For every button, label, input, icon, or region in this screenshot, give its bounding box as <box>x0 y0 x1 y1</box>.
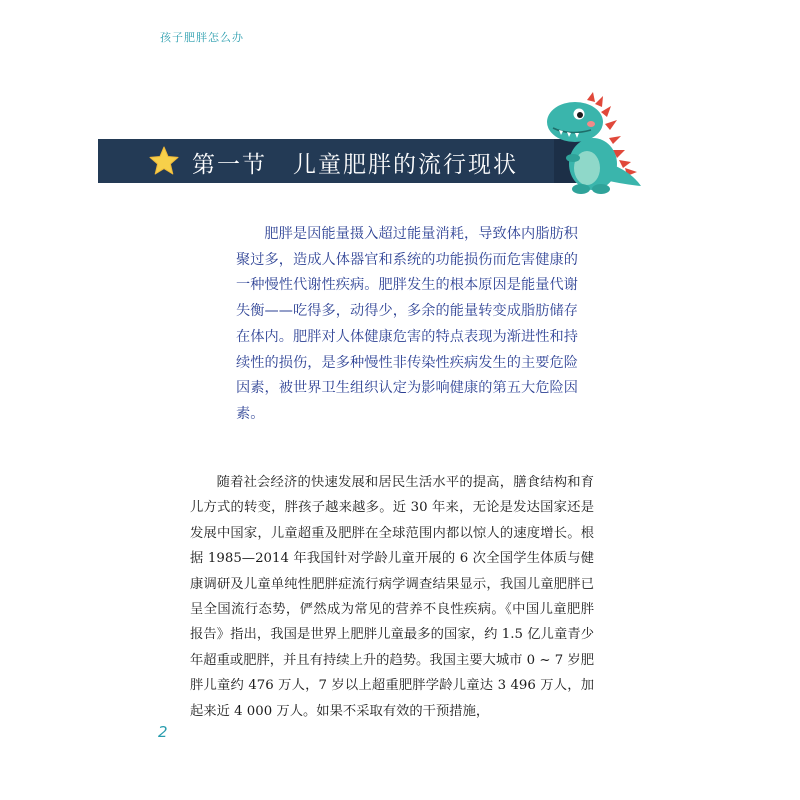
section-title <box>192 146 518 179</box>
body-paragraph: 随着社会经济的快速发展和居民生活水平的提高，膳食结构和育儿方式的转变，胖孩子越来越多。近 30 年来，无论是发达国家还是发展中国家，儿童超重及肥胖在全球范围内都以惊人的速度增长。根据 1985—2014 年我国针对学龄儿童开展的 6 次全国学生体质与健康调研及儿童单纯性肥胖症流行病学调查结果显示，我国儿童肥胖已呈全国流行态势，俨然成为常见的营养不良性疾病。《中国儿童肥胖报告》指出，我国是世界上肥胖儿童最多的国家，约 1.5 亿儿童青少年超重或肥胖，并且有持续上升的趋势。我国主要大城市 0 ~ 7 岁肥胖儿童约 476 万人，7 岁以上超重肥胖学龄儿童达 3 496 万人，加起来近 4 000 万人。如果不采取有效的干预措施， <box>190 475 594 719</box>
page-number: 2 <box>158 723 168 741</box>
section-number: 第一节 <box>192 152 267 178</box>
dinosaur-icon <box>535 92 645 204</box>
intro-text-box <box>236 222 578 428</box>
section-heading: 儿童肥胖的流行现状 <box>293 152 518 178</box>
running-header: 孩子肥胖怎么办 <box>160 31 244 44</box>
body-text <box>190 470 594 724</box>
intro-paragraph: 肥胖是因能量摄入超过能量消耗，导致体内脂肪积聚过多，造成人体器官和系统的功能损伤而危害健康的一种慢性代谢性疾病。肥胖发生的根本原因是能量代谢失衡——吃得多，动得少，多余的能量转变成脂肪储存在体内。肥胖对人体健康危害的特点表现为渐进性和持续性的损伤，是多种慢性非传染性疾病发生的主要危险因素，被世界卫生组织认定为影响健康的第五大危险因素。 <box>236 226 578 422</box>
star-icon <box>148 145 180 177</box>
